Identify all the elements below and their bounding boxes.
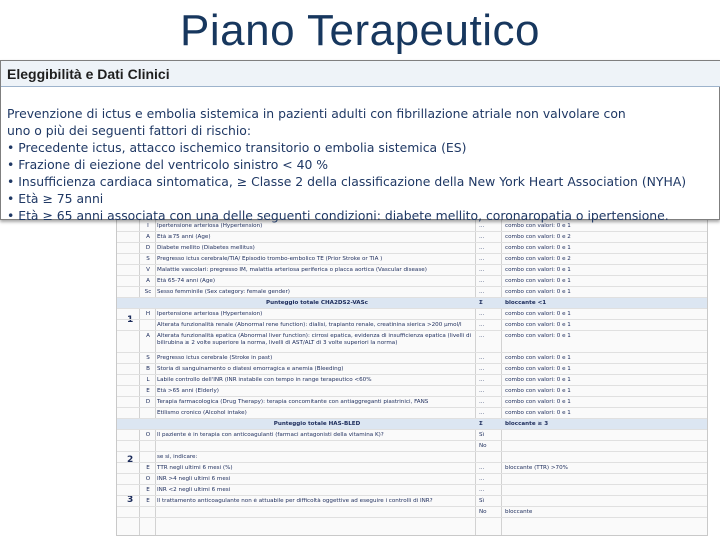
cell-desc: se sì, indicare: xyxy=(157,454,198,460)
cell-desc: Etilismo cronico (Alcohol intake) xyxy=(157,410,247,416)
table-row xyxy=(117,287,708,298)
cell-desc: INR <2 negli ultimi 6 mesi xyxy=(157,487,231,493)
table-row xyxy=(117,397,708,408)
cell-desc: Storia di sanguinamento o diatesi emorragica e anemia (Bleeding) xyxy=(157,366,344,372)
cell-res: bloccante xyxy=(505,509,533,515)
cell-val: ... xyxy=(479,410,485,416)
cell-val: ... xyxy=(479,366,485,372)
bullet-item: • Età ≥ 75 anni xyxy=(7,191,104,206)
cell-res: bloccante <1 xyxy=(505,300,547,306)
cell-res: combo con valori: 0 e 1 xyxy=(505,399,571,405)
cell-code: O xyxy=(145,476,151,482)
table-row xyxy=(117,430,708,441)
cell-res: combo con valori: 0 e 1 xyxy=(505,333,571,339)
cell-res: combo con valori: 0 e 1 xyxy=(505,355,571,361)
cell-code: E xyxy=(146,388,150,394)
cell-code: A xyxy=(146,234,150,240)
cell-code: A xyxy=(146,333,150,339)
table-row xyxy=(117,254,708,265)
cell-val: ... xyxy=(479,256,485,262)
table-row xyxy=(117,243,708,254)
eligibility-panel xyxy=(0,60,720,223)
table-row xyxy=(117,353,708,364)
cell-desc: Pregresso ictus cerebrale/TIA/ Episodio trombo-embolico TE (Prior Stroke or TIA ) xyxy=(157,256,383,262)
table-row xyxy=(117,331,708,353)
slide-title: Piano Terapeutico xyxy=(180,6,540,55)
cell-code: L xyxy=(146,377,150,383)
cell-val: ... xyxy=(479,399,485,405)
panel-body xyxy=(7,105,711,224)
cell-val: ... xyxy=(479,355,485,361)
cell-val: ... xyxy=(479,377,485,383)
table-row xyxy=(117,364,708,375)
cell-val: ... xyxy=(479,245,485,251)
cell-val: ... xyxy=(479,487,485,493)
cell-code: S xyxy=(146,256,150,262)
cell-val: ... xyxy=(479,388,485,394)
cell-code: E xyxy=(146,487,150,493)
cell-res: combo con valori: 0 e 2 xyxy=(505,234,571,240)
cell-code: V xyxy=(146,267,150,273)
cell-code: O xyxy=(145,432,151,438)
cell-res: combo con valori: 0 e 1 xyxy=(505,278,571,284)
table-row xyxy=(117,232,708,243)
cell-val: ... xyxy=(479,234,485,240)
panel-header xyxy=(1,61,720,87)
cell-res: bloccante ≥ 3 xyxy=(505,421,549,427)
cell-code: D xyxy=(145,399,151,405)
cell-res: combo con valori: 0 e 1 xyxy=(505,267,571,273)
cell-desc: Labile controllo dell'INR (INR instabile con tempo in range terapeutico <60% xyxy=(157,377,372,383)
cell-val: ... xyxy=(479,476,485,482)
cell-desc: Età >65 anni (Elderly) xyxy=(157,388,219,394)
cell-desc: Alterata funzionalità epatica (Abnormal liver function): cirrosi epatica, evidenza di insufficienza epatica (livelli di bilirubina ≥ 2 volte superiore la norma, livelli di AST/ALT di 3 volte superiori la norma) xyxy=(157,333,472,346)
cell-val: Sì xyxy=(479,432,485,438)
cell-desc: Il trattamento anticoagulante non è attuabile per difficoltà oggettive ad eseguire i controlli di INR? xyxy=(157,498,433,504)
cell-desc: Età ≥75 anni (Age) xyxy=(157,234,211,240)
cell-code: I xyxy=(147,223,149,229)
cell-code: E xyxy=(146,465,150,471)
cell-res: combo con valori: 0 e 1 xyxy=(505,377,571,383)
table-row xyxy=(117,474,708,485)
table-row xyxy=(117,441,708,452)
cell-val: ... xyxy=(479,333,485,339)
table-row xyxy=(117,375,708,386)
cell-val: ... xyxy=(479,223,485,229)
intro-line-1: Prevenzione di ictus e embolia sistemica in pazienti adulti con fibrillazione atriale non valvolare con xyxy=(7,106,626,121)
cell-desc: Il paziente è in terapia con anticoagulanti (farmaci antagonisti della vitamina K)? xyxy=(157,432,384,438)
bullet-item: • Precedente ictus, attacco ischemico transitorio o embolia sistemica (ES) xyxy=(7,140,467,155)
cell-desc: Ipertensione arteriosa (Hypertension) xyxy=(157,311,263,317)
cell-code: B xyxy=(146,366,150,372)
cell-res: combo con valori: 0 e 1 xyxy=(505,322,571,328)
cell-code: H xyxy=(145,311,151,317)
cell-desc: Ipertensione arteriosa (Hypertension) xyxy=(157,223,263,229)
cell-desc: Punteggio totale CHA2DS2-VASc xyxy=(266,300,368,306)
cell-desc: Alterata funzionalità renale (Abnormal rene function): dialisi, trapianto renale, creatinina sierica >200 µmol/l xyxy=(157,322,462,328)
cell-desc: Punteggio totale HAS-BLED xyxy=(273,421,361,427)
cell-code: Sc xyxy=(144,289,152,295)
cell-res: combo con valori: 0 e 1 xyxy=(505,289,571,295)
cell-res: combo con valori: 0 e 1 xyxy=(505,366,571,372)
table-row xyxy=(117,485,708,496)
cell-val: Sì xyxy=(479,498,485,504)
section-number-3: 3 xyxy=(127,495,134,505)
cell-code: A xyxy=(146,278,150,284)
cell-val: Σ xyxy=(479,421,483,427)
table-row xyxy=(117,507,708,518)
score-total-row xyxy=(117,298,708,309)
cell-val: No xyxy=(479,443,487,449)
cell-res: combo con valori: 0 e 1 xyxy=(505,245,571,251)
cell-code: E xyxy=(146,498,150,504)
cell-code: D xyxy=(145,245,151,251)
table-row xyxy=(117,496,708,507)
cell-val: ... xyxy=(479,465,485,471)
table-row xyxy=(117,452,708,463)
cell-res: combo con valori: 0 e 1 xyxy=(505,311,571,317)
cell-desc: Pregresso ictus cerebrale (Stroke in past) xyxy=(157,355,273,361)
cell-desc: Diabete mellito (Diabetes mellitus) xyxy=(157,245,255,251)
cell-desc: Età 65-74 anni (Age) xyxy=(157,278,215,284)
panel-title: Eleggibilità e Dati Clinici xyxy=(7,66,170,82)
scanned-form-table xyxy=(116,218,708,536)
score-total-row xyxy=(117,419,708,430)
cell-res: combo con valori: 0 e 2 xyxy=(505,256,571,262)
cell-desc: Malattie vascolari: pregresso IM, malattia arteriosa periferica o placca aortica (Vascular disease) xyxy=(157,267,427,273)
bullet-item: • Frazione di eiezione del ventricolo sinistro < 40 % xyxy=(7,157,329,172)
table-row xyxy=(117,320,708,331)
cell-desc: Sesso femminile (Sex category: female gender) xyxy=(157,289,290,295)
cell-desc: INR >4 negli ultimi 6 mesi xyxy=(157,476,231,482)
section-number-2: 2 xyxy=(127,455,134,465)
table-row xyxy=(117,276,708,287)
cell-val: ... xyxy=(479,289,485,295)
table-row xyxy=(117,463,708,474)
cell-val: ... xyxy=(479,278,485,284)
section-number-1: 1 xyxy=(127,315,134,325)
cell-val: Σ xyxy=(479,300,483,306)
table-row xyxy=(117,265,708,276)
bullet-item: • Insufficienza cardiaca sintomatica, ≥ Classe 2 della classificazione della New York Heart Association (NYHA) xyxy=(7,174,687,189)
cell-val: ... xyxy=(479,322,485,328)
table-row xyxy=(117,309,708,320)
cell-desc: Terapia farmacologica (Drug Therapy): terapia concomitante con antiaggreganti piastrinici, FANS xyxy=(157,399,429,405)
cell-res: combo con valori: 0 e 1 xyxy=(505,223,571,229)
bullet-item: • Età ≥ 65 anni associata con una delle seguenti condizioni: diabete mellito, coronaropatia o ipertensione. xyxy=(7,208,669,223)
cell-res: combo con valori: 0 e 1 xyxy=(505,410,571,416)
cell-res: bloccante (TTR) >70% xyxy=(505,465,568,471)
table-row xyxy=(117,408,708,419)
cell-code: S xyxy=(146,355,150,361)
cell-val: ... xyxy=(479,267,485,273)
table-row xyxy=(117,386,708,397)
cell-res: combo con valori: 0 e 1 xyxy=(505,388,571,394)
intro-line-2: uno o più dei seguenti fattori di rischio: xyxy=(7,123,252,138)
cell-desc: TTR negli ultimi 6 mesi (%) xyxy=(157,465,233,471)
cell-val: No xyxy=(479,509,487,515)
cell-val: ... xyxy=(479,311,485,317)
